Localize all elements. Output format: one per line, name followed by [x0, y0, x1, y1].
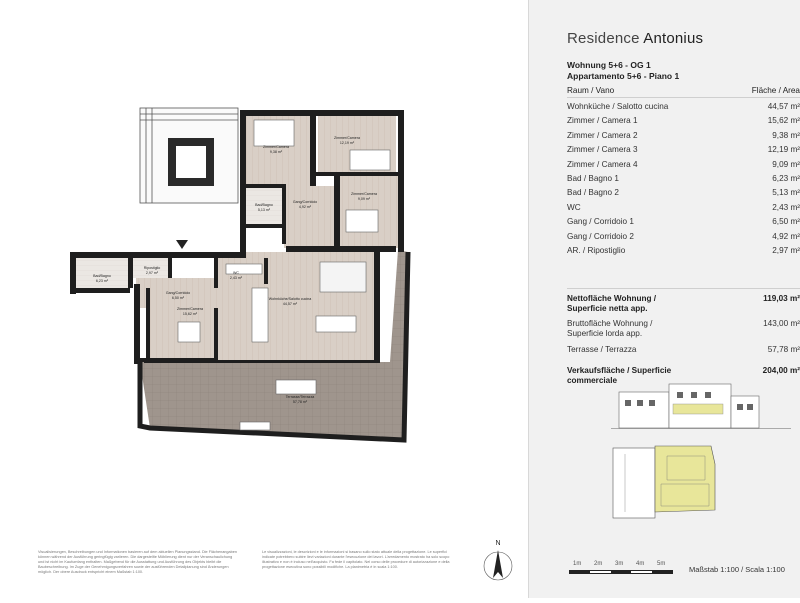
room-row-area: 2,43 m²: [772, 202, 800, 212]
separator-header: [567, 97, 800, 98]
label-bedroom-3-area: 12,19 m²: [339, 141, 355, 145]
gross-area-label-2: Superficie lorda app.: [567, 329, 643, 338]
scale-tick-4: 4m: [636, 561, 645, 567]
room-row-area: 44,57 m²: [767, 102, 800, 111]
col-area-header: Fläche / Area: [751, 86, 800, 95]
label-wc-area: 2,43 m²: [229, 276, 243, 280]
label-bath-1-area: 6,23 m²: [95, 279, 109, 283]
label-living: Wohnküche/Salotto cucina: [268, 297, 312, 301]
label-bedroom-4: Zimmer/Camera: [351, 192, 377, 196]
svg-text:N: N: [495, 540, 501, 547]
label-bedroom-4-area: 9,09 m²: [357, 197, 371, 201]
label-wc: WC: [233, 271, 239, 275]
label-bath-2: Bad/Bagno: [255, 203, 273, 207]
room-row-name: Gang / Corridoio 2: [567, 231, 634, 241]
label-bedroom-2: Zimmer/Camera: [263, 145, 289, 149]
label-storage-area: 2,97 m²: [145, 271, 159, 275]
scale-bar: [569, 570, 673, 574]
col-room-header: Raum / Vano: [567, 86, 615, 95]
room-row-name: Zimmer / Camera 1: [567, 116, 638, 126]
room-row-name: AR. / Ripostiglio: [567, 246, 626, 255]
sale-area-label-2: commerciale: [567, 376, 618, 385]
room-row-area: 2,97 m²: [772, 246, 800, 255]
label-terrace: Terrasse/Terrazza: [285, 395, 315, 399]
floor-corridor-2: [284, 186, 340, 248]
label-corridor-2-area: 4,92 m²: [298, 205, 312, 209]
scale-tick-1: 1m: [573, 561, 582, 567]
room-row-name: Gang / Corridoio 1: [567, 217, 634, 227]
north-arrow-icon: [484, 540, 512, 580]
room-row-area: 5,13 m²: [772, 188, 800, 198]
building-elevation-image: [611, 380, 791, 432]
title-bold: Antonius: [643, 30, 704, 47]
room-row-area: 15,62 m²: [767, 116, 800, 126]
net-area-label-2: Superficie netta app.: [567, 304, 648, 313]
scale-tick-2: 2m: [594, 561, 603, 567]
gross-area-label-1: Bruttofläche Wohnung /: [567, 319, 653, 328]
scale-tick-5: 5m: [657, 561, 666, 567]
info-panel: [528, 0, 800, 598]
room-row-area: 6,50 m²: [772, 217, 800, 227]
separator-totals: [567, 288, 800, 289]
terrace-value: 57,78 m²: [767, 345, 800, 354]
sale-area-value: 204,00 m²: [762, 366, 800, 375]
label-terrace-area: 57,78 m²: [292, 400, 308, 404]
title-light: Residence: [567, 30, 640, 47]
label-corridor-2: Gang/Corridoio: [292, 200, 318, 204]
room-row-area: 4,92 m²: [772, 231, 800, 241]
disclaimer-italian: Le visualizzazioni, le descrizioni e le informazioni si basano sullo stato attuale della progettazione. Le superfici indicate potrebbero subire lievi variazioni durante l'esecuzione dei lavori. L'arredamento mostrato ha solo scopo illustrativo e non è incluso nell'acquisto. Fa fede il capitolato. Nel corso delle procedure di autorizzazione e della progettazione esecutiva sono possibili modifiche. La planimetria è in scala 1:100.: [262, 550, 450, 569]
label-bedroom-2-area: 9,38 m²: [269, 150, 283, 154]
room-row-area: 9,38 m²: [772, 130, 800, 140]
room-row-name: Zimmer / Camera 2: [567, 130, 638, 140]
elevator-shaft: [168, 138, 214, 186]
disclaimer-german: Visualisierungen, Beschreibungen und Informationen basieren auf dem aktuellen Planungsstand. Die Flächenangaben können während der Ausführung geringfügig variieren. Die dargestellte Möblierung dient nur der Veranschaulichung und ist nicht im Kaufumfang enthalten. Maßgebend für die Ausstattung und Ausführung des Objekts bleibt die Baubeschreibung. Im Zuge der Genehmigungsverfahren sowie der ausführenden Detailplanung sind Änderungen möglich. Der obere Ausdruck entspricht einem Maßstab 1:100.: [38, 550, 237, 574]
sale-area-label-1: Verkaufsfläche / Superficie: [567, 366, 672, 375]
scale-tick-3: 3m: [615, 561, 624, 567]
gross-area-value: 143,00 m²: [763, 319, 800, 328]
room-row-name: Bad / Bagno 2: [567, 188, 619, 198]
room-row-name: WC: [567, 202, 581, 212]
label-bath-1: Bad/Bagno: [93, 274, 111, 278]
label-living-area: 44,57 m²: [282, 302, 298, 306]
room-row-name: Wohnküche / Salotto cucina: [567, 102, 669, 111]
net-area-label-1: Nettofläche Wohnung /: [567, 294, 656, 303]
apartment-line-1: Wohnung 5+6 - OG 1: [567, 60, 651, 70]
project-title: [567, 30, 703, 47]
room-row-name: Zimmer / Camera 3: [567, 145, 638, 155]
room-row-name: Zimmer / Camera 4: [567, 159, 638, 169]
floor-bath-1: [76, 258, 128, 288]
entrance-marker-icon: [176, 240, 188, 249]
label-bedroom-3: Zimmer/Camera: [334, 136, 360, 140]
room-row-area: 9,09 m²: [772, 159, 800, 169]
label-corridor-1: Gang/Corridoio: [165, 291, 191, 295]
scale-label: Maßstab 1:100 / Scala 1:100: [689, 565, 785, 574]
terrace-label: Terrasse / Terrazza: [567, 345, 637, 354]
room-row-area: 6,23 m²: [772, 174, 800, 183]
room-row-name: Bad / Bagno 1: [567, 174, 619, 183]
label-bedroom-1: Zimmer/Camera: [177, 307, 203, 311]
room-row-area: 12,19 m²: [767, 145, 800, 155]
net-area-value: 119,03 m²: [763, 294, 800, 303]
label-bath-2-area: 5,13 m²: [257, 208, 271, 212]
label-bedroom-1-area: 15,62 m²: [182, 312, 198, 316]
site-plan-image: [611, 440, 721, 522]
apartment-line-2: Appartamento 5+6 - Piano 1: [567, 71, 680, 81]
label-storage: Ripostiglio: [143, 266, 161, 270]
label-corridor-1-area: 6,50 m²: [171, 296, 185, 300]
